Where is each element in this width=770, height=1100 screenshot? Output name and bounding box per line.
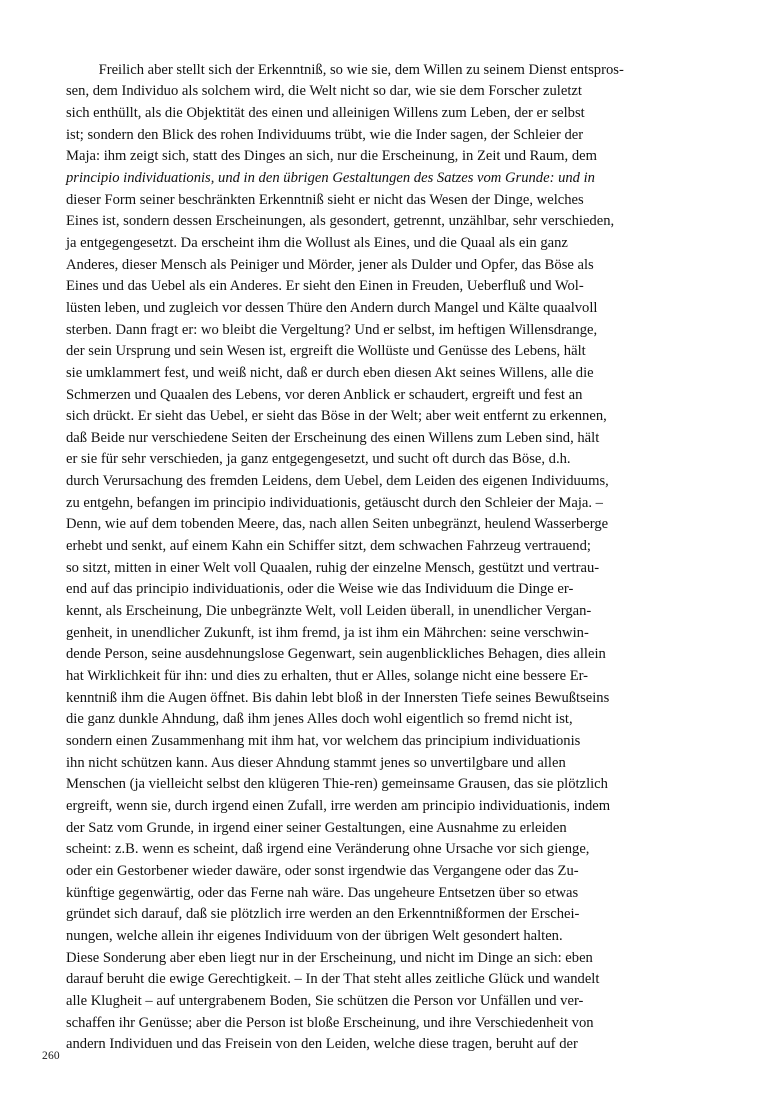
paragraph-line: Diese Sonderung aber eben liegt nur in der Erscheinung, und nicht im Dinge an sich: eben [66, 949, 593, 966]
paragraph-line: ergreift, wenn sie, durch irgend einen Zufall, irre werden am principio individuationis, indem [66, 797, 611, 814]
paragraph-line: ist; sondern den Blick des rohen Individuums trübt, wie die Inder sagen, der Schleier der [66, 126, 584, 143]
paragraph-line: künftige gegenwärtig, oder das Ferne nah wäre. Das ungeheure Entsetzen über so etwas [66, 884, 579, 901]
paragraph-line: erhebt und senkt, auf einem Kahn ein Schiffer sitzt, dem schwachen Fahrzeug vertrauend; [66, 538, 591, 555]
paragraph-line: die ganz dunkle Ahndung, daß ihm jenes Alles doch wohl eigentlich so fremd nicht ist, [66, 711, 573, 728]
paragraph-line: Schmerzen und Quaalen des Lebens, vor deren Anblick er schaudert, ergreift und fest an [66, 386, 583, 403]
paragraph-line: kennt, als Erscheinung, Die unbegränzte Welt, voll Leiden überall, in unendlicher Vergan- [66, 603, 592, 620]
paragraph-line: schaffen ihr Genüsse; aber die Person ist bloße Erscheinung, und ihre Verschiedenheit von [66, 1014, 594, 1031]
paragraph-line: sterben. Dann fragt er: wo bleibt die Vergeltung? Und er selbst, im heftigen Willensdrange, [66, 321, 598, 338]
paragraph-line: sich enthüllt, als die Objektität des einen und alleinigen Willens zum Leben, der er selbst [66, 104, 585, 121]
paragraph-line: der Satz vom Grunde, in irgend einer seiner Gestaltungen, eine Ausnahme zu erleiden [66, 819, 567, 836]
page-number: 260 [42, 1050, 60, 1062]
paragraph-line: andern Individuen und das Freisein von den Leiden, welche diese tragen, beruht auf der [66, 1036, 578, 1053]
paragraph-line: darauf beruht die ewige Gerechtigkeit. – In der That steht alles zeitliche Glück und wandelt [66, 971, 600, 988]
paragraph-line: Eines und das Uebel als ein Anderes. Er sieht den Einen in Freuden, Ueberfluß und Wol- [66, 278, 584, 295]
paragraph-line: Anderes, dieser Mensch als Peiniger und Mörder, jener als Dulder und Opfer, das Böse als [66, 256, 594, 273]
paragraph-line: end auf das principio individuationis, oder die Weise wie das Individuum die Dinge er- [66, 581, 574, 598]
paragraph-line: hat Wirklichkeit für ihn: und dies zu erhalten, thut er Alles, solange nicht eine bessere Er- [66, 668, 589, 685]
paragraph-line: dende Person, seine ausdehnungslose Gegenwart, sein augenblickliches Behagen, dies allein [66, 646, 606, 663]
paragraph-line: Denn, wie auf dem tobenden Meere, das, nach allen Seiten unbegränzt, heulend Wasserberge [66, 516, 609, 533]
paragraph-line: Eines ist, sondern dessen Erscheinungen, als gesondert, getrennt, unzählbar, sehr verschieden, [66, 213, 615, 230]
paragraph-line: nungen, welche allein ihr eigenes Individuum von der übrigen Welt gesondert halten. [66, 927, 563, 944]
paragraph-line: daß Beide nur verschiedene Seiten der Erscheinung des einen Willens zum Leben sind, hält [66, 429, 600, 446]
paragraph-line-italic: principio individuationis, und in den übrigen Gestaltungen des Satzes vom Grunde: und in [66, 169, 595, 186]
paragraph-line: Menschen (ja vielleicht selbst den klügeren Thie-ren) gemeinsame Grausen, das sie plötzlich [66, 776, 608, 793]
paragraph-line: sie umklammert fest, und weiß nicht, daß er durch eben diesen Akt seines Willens, alle die [66, 364, 594, 381]
paragraph-line: der sein Ursprung und sein Wesen ist, ergreift die Wollüste und Genüsse des Lebens, hält [66, 343, 586, 360]
paragraph-line: er sie für sehr verschieden, ja ganz entgegengesetzt, und sucht oft durch das Böse, d.h. [66, 451, 571, 468]
paragraph-line: gründet sich darauf, daß sie plötzlich irre werden an den Erkenntnißformen der Erschei- [66, 906, 580, 923]
paragraph-line: so sitzt, mitten in einer Welt voll Quaalen, ruhig der einzelne Mensch, gestützt und vertrau- [66, 559, 600, 576]
paragraph-line: Maja: ihm zeigt sich, statt des Dinges an sich, nur die Erscheinung, in Zeit und Raum, dem [66, 148, 597, 165]
paragraph-line: sen, dem Individuo als solchem wird, die Welt nicht so dar, wie sie dem Forscher zuletzt [66, 83, 582, 100]
paragraph-line: zu entgehn, befangen im principio individuationis, getäuscht durch den Schleier der Maja. – [66, 494, 603, 511]
paragraph-line: scheint: z.B. wenn es scheint, daß irgend eine Veränderung ohne Ursache vor sich gienge, [66, 841, 590, 858]
paragraph-line: ihn nicht schützen kann. Aus dieser Ahndung stammt jenes so unvertilgbare und allen [66, 754, 566, 771]
paragraph-line: oder ein Gestorbener wieder dawäre, oder sonst irgendwie das Vergangene oder das Zu- [66, 862, 579, 879]
paragraph-line: kenntniß ihm die Augen öffnet. Bis dahin lebt bloß in der Innersten Tiefe seines Bewußtseins [66, 689, 610, 706]
paragraph-line: lüsten leben, und zugleich vor dessen Thüre den Andern durch Mangel und Kälte quaalvoll [66, 299, 598, 316]
paragraph-line: Freilich aber stellt sich der Erkenntniß, so wie sie, dem Willen zu seinem Dienst entspros- [98, 61, 624, 78]
paragraph-line: sondern einen Zusammenhang mit ihm hat, vor welchem das principium individuationis [66, 733, 581, 749]
paragraph-line: alle Klugheit – auf untergrabenem Boden, Sie schützen die Person vor Unfällen und ver- [66, 992, 584, 1009]
paragraph-line: durch Verursachung des fremden Leidens, dem Uebel, dem Leiden des eigenen Individuums, [66, 473, 609, 490]
paragraph-line: dieser Form seiner beschränkten Erkenntniß sieht er nicht das Wesen der Dinge, welches [66, 191, 584, 208]
paragraph-line: genheit, in unendlicher Zukunft, ist ihm fremd, ja ist ihm ein Mährchen: seine verschwin- [66, 624, 589, 641]
body-paragraph [66, 38, 704, 1099]
paragraph-line: sich drückt. Er sieht das Uebel, er sieht das Böse in der Welt; aber weit entfernt zu erkennen, [66, 408, 607, 425]
paragraph-line: ja entgegengesetzt. Da erscheint ihm die Wollust als Eines, und die Quaal als ein ganz [66, 234, 568, 251]
